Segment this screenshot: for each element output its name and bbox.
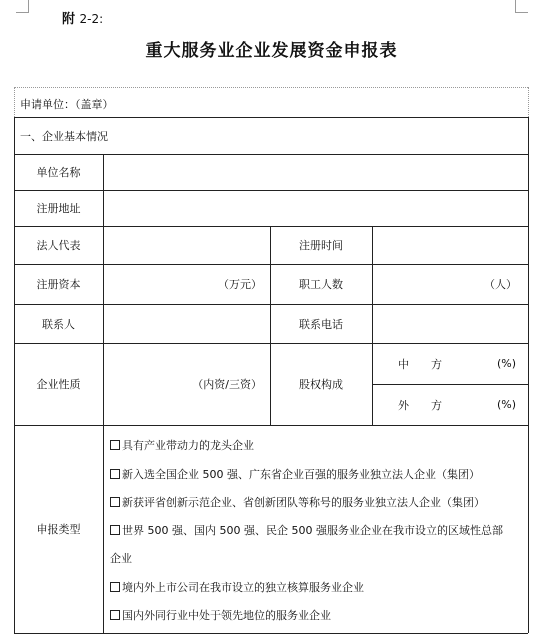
reg-time-field[interactable] [373, 226, 528, 264]
reg-address-field[interactable] [104, 190, 528, 226]
apply-option-1[interactable] [110, 437, 254, 453]
apply-option-text: 具有产业带动力的龙头企业 [122, 439, 254, 452]
checkbox-icon[interactable] [110, 582, 120, 592]
employees-label: 职工人数 [299, 278, 343, 291]
apply-option-4[interactable] [110, 522, 503, 538]
apply-option-text: 企业 [110, 552, 132, 565]
applicant-dotted-right [528, 87, 529, 117]
attachment-label [62, 8, 103, 27]
attachment-prefix: 附 [62, 12, 76, 27]
apply-option-6[interactable] [110, 607, 331, 623]
checkbox-icon[interactable] [110, 610, 120, 620]
attachment-number: 2-2: [79, 12, 104, 26]
chinese-side-unit: (%) [496, 357, 516, 370]
applicant-unit-label: 申请单位：（盖章） [20, 98, 114, 111]
apply-type-label: 申报类型 [36, 523, 81, 536]
apply-option-4-continued [110, 550, 132, 566]
applicant-dotted-left [14, 87, 15, 117]
phone-field[interactable] [373, 304, 528, 343]
apply-option-5[interactable] [110, 579, 364, 595]
company-nature-hint: （内资/三资） [192, 378, 262, 391]
reg-capital-unit: （万元） [218, 278, 262, 291]
foreign-side-unit: (%) [496, 398, 516, 411]
checkbox-icon[interactable] [110, 497, 120, 507]
section-basic-info-heading: 一、企业基本情况 [20, 129, 108, 143]
company-name-label: 单位名称 [36, 166, 81, 179]
reg-address-label: 注册地址 [36, 202, 81, 215]
checkbox-icon[interactable] [110, 469, 120, 479]
company-name-field[interactable] [104, 154, 528, 190]
checkbox-icon[interactable] [110, 440, 120, 450]
equity-label: 股权构成 [299, 378, 343, 391]
foreign-side-label: 外 方 [398, 398, 442, 412]
checkbox-icon[interactable] [110, 525, 120, 535]
apply-option-text: 境内外上市公司在我市设立的独立核算服务业企业 [122, 581, 364, 594]
page-corner-mark-right [515, 0, 528, 13]
reg-capital-label: 注册资本 [36, 278, 81, 291]
legal-rep-field[interactable] [104, 226, 270, 264]
apply-option-3[interactable] [110, 494, 485, 510]
apply-option-text: 国内外同行业中处于领先地位的服务业企业 [122, 609, 331, 622]
reg-time-label: 注册时间 [299, 239, 343, 252]
legal-rep-label: 法人代表 [36, 239, 81, 252]
apply-option-2[interactable] [110, 466, 480, 482]
company-nature-label: 企业性质 [36, 378, 81, 391]
apply-option-text: 新获评省创新示范企业、省创新团队等称号的服务业独立法人企业（集团） [122, 496, 485, 509]
phone-label: 联系电话 [299, 317, 343, 331]
applicant-dotted-top [14, 87, 528, 88]
chinese-side-label: 中 方 [398, 357, 442, 371]
page-corner-mark-left [16, 0, 29, 13]
employees-unit: （人） [484, 278, 517, 291]
contact-field[interactable] [104, 304, 270, 343]
form-title: 重大服务业企业发展资金申报表 [145, 41, 398, 61]
table-line [528, 117, 529, 633]
apply-option-text: 世界 500 强、国内 500 强、民企 500 强服务业企业在我市设立的区域性总部 [122, 524, 503, 537]
contact-label: 联系人 [42, 317, 75, 331]
apply-option-text: 新入选全国企业 500 强、广东省企业百强的服务业独立法人企业（集团） [122, 468, 480, 481]
